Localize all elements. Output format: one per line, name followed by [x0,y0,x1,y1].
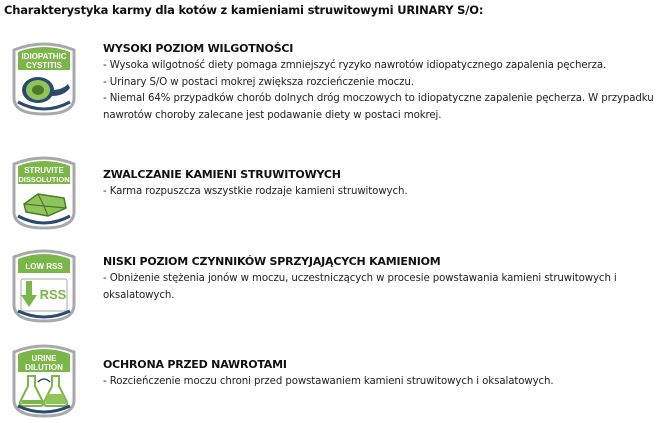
feature-heading: NISKI POZIOM CZYNNIKÓW SPRZYJAJĄCYCH KAMIENIOM [103,255,441,268]
feature-heading: OCHRONA PRZED NAWROTAMI [103,358,287,371]
badge-text-1: URINE [31,354,57,363]
urine-dilution-icon [8,338,80,420]
feature-line: - Obniżenie stężenia jonów w moczu, uczestniczących w procesie powstawania kamieni struwitowych i [103,273,617,284]
low-rss-icon [8,243,80,325]
feature-line: oksalatowych. [103,289,175,301]
badge-text-1: STRUVITE [24,166,64,175]
feature-line: - Niemal 64% przypadków chorób dolnych dróg moczowych to idiopatyczne zapalenie pęcherza. W przypadku [103,93,654,104]
feature-line: nawrotów choroby zalecane jest podawanie diety w postaci mokrej. [103,109,442,121]
badge-text-2: DILUTION [25,363,63,372]
feature-text [103,255,653,304]
feature-line: - Wysoka wilgotność diety pomaga zmniejszyć ryzyko nawrotów idiopatycznego zapalenia pęcherza. [103,60,607,71]
struvite-dissolution-icon [8,150,80,232]
badge-text-1: LOW RSS [25,262,63,271]
badge-text-2: CYSTITIS [25,61,63,70]
feature-text [103,168,653,201]
feature-text [103,358,653,391]
feature-line: - Rozcieńczenie moczu chroni przed powstawaniem kamieni struwitowych i oksalatowych. [103,376,554,387]
page-title: Charakterystyka karmy dla kotów z kamieniami struwitowymi URINARY S/O: [4,3,484,17]
feature-line: - Karma rozpuszcza wszystkie rodzaje kamieni struwitowych. [103,186,408,197]
feature-line: - Urinary S/O w postaci mokrej zwiększa rozcieńczenie moczu. [103,76,414,88]
badge-text-1: IDIOPATHIC [21,52,67,61]
idiopathic-cystitis-icon [8,36,80,118]
feature-text [103,42,653,124]
badge-text-2: DISSOLUTION [18,175,70,184]
badge-text-2: RSS [39,287,67,302]
feature-heading: ZWALCZANIE KAMIENI STRUWITOWYCH [103,168,341,181]
feature-heading: WYSOKI POZIOM WILGOTNOŚCI [103,42,294,55]
